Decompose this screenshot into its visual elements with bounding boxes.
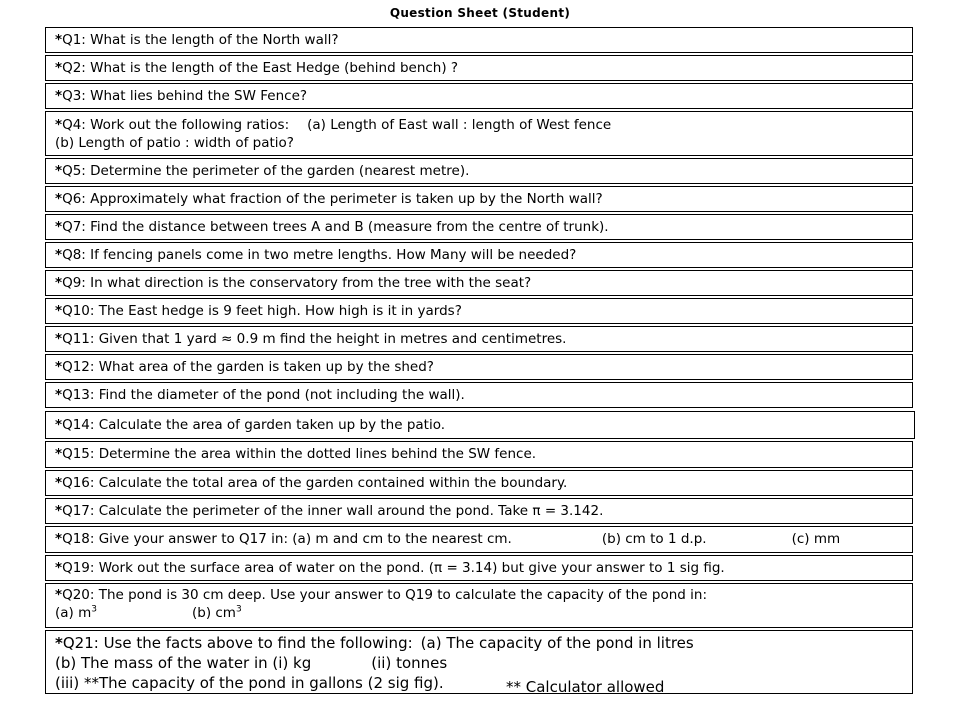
- question-19: [45, 555, 913, 581]
- question-9: [45, 270, 913, 296]
- question-10-text: Q10: The East hedge is 9 feet high. How high is it in yards?: [62, 302, 462, 319]
- question-9-text: Q9: In what direction is the conservatory from the tree with the seat?: [62, 274, 532, 291]
- question-8-text: Q8: If fencing panels come in two metre lengths. How Many will be needed?: [62, 246, 577, 263]
- question-4-text-c: (b) Length of patio : width of patio?: [55, 135, 294, 151]
- question-5-text: Q5: Determine the perimeter of the garden (nearest metre).: [62, 162, 470, 179]
- question-15-text: Q15: Determine the area within the dotted lines behind the SW fence.: [62, 446, 537, 462]
- star-marker: *: [55, 218, 63, 235]
- star-marker: *: [55, 59, 63, 76]
- star-marker: *: [55, 446, 63, 462]
- question-7: [45, 214, 913, 240]
- question-20-sup-b: 3: [91, 604, 97, 615]
- question-20: [45, 583, 913, 628]
- question-14-text: Q14: Calculate the area of garden taken up by the patio.: [62, 416, 446, 433]
- star-marker: *: [55, 358, 63, 375]
- star-marker: *: [55, 162, 63, 179]
- star-marker: *: [55, 559, 63, 576]
- question-6-text: Q6: Approximately what fraction of the perimeter is taken up by the North wall?: [62, 190, 603, 207]
- question-3-text: Q3: What lies behind the SW Fence?: [62, 87, 308, 104]
- question-20-text-c: (b) cm: [191, 605, 236, 621]
- question-2-text: Q2: What is the length of the East Hedge (behind bench) ?: [62, 59, 459, 76]
- calculator-note: ** Calculator allowed: [506, 678, 665, 694]
- question-18-text-a: Q18: Give your answer to Q17 in: (a) m and cm to the nearest cm.: [62, 531, 512, 547]
- star-marker: *: [55, 386, 63, 403]
- question-16-text: Q16: Calculate the total area of the garden contained within the boundary.: [62, 474, 568, 491]
- question-16: [45, 470, 913, 496]
- question-13: [45, 382, 913, 408]
- question-15: [45, 441, 913, 468]
- question-3: [45, 83, 913, 109]
- question-12-text: Q12: What area of the garden is taken up by the shed?: [62, 358, 434, 375]
- star-marker: *: [55, 474, 63, 491]
- question-20-sup-c: 3: [235, 604, 242, 615]
- star-marker: *: [55, 117, 63, 133]
- question-2: [45, 55, 913, 81]
- question-13-text: Q13: Find the diameter of the pond (not including the wall).: [62, 386, 465, 403]
- question-21: [45, 630, 913, 694]
- question-4-text-b: (a) Length of East wall : length of West fence: [307, 117, 612, 133]
- question-21-text-e: (iii) **The capacity of the pond in gallons (2 sig fig).: [55, 674, 444, 692]
- star-marker: *: [55, 587, 63, 603]
- question-21-text-b: (a) The capacity of the pond in litres: [420, 634, 694, 652]
- star-marker: *: [55, 302, 63, 319]
- question-18-text-c: (c) mm: [791, 531, 841, 547]
- question-21-text-a: Q21: Use the facts above to find the following:: [62, 634, 413, 652]
- star-marker: *: [55, 246, 63, 263]
- question-6: [45, 186, 913, 212]
- question-5: [45, 158, 913, 184]
- star-marker: *: [55, 190, 63, 207]
- star-marker: *: [55, 31, 63, 48]
- question-21-text-d: (ii) tonnes: [371, 654, 448, 672]
- star-marker: *: [55, 634, 63, 652]
- star-marker: *: [55, 416, 63, 433]
- question-18: [45, 526, 913, 553]
- star-marker: *: [55, 502, 63, 519]
- question-12: [45, 354, 913, 380]
- star-marker: *: [55, 274, 63, 291]
- star-marker: *: [55, 531, 63, 547]
- question-8: [45, 242, 913, 268]
- question-19-text: Q19: Work out the surface area of water on the pond. (π = 3.14) but give your answer to 1 sig fig.: [62, 559, 725, 576]
- question-14: [45, 411, 915, 439]
- star-marker: *: [55, 330, 63, 347]
- question-18-text-b: (b) cm to 1 d.p.: [601, 531, 707, 547]
- question-17: [45, 498, 913, 524]
- question-4: [45, 111, 913, 156]
- question-1-text: Q1: What is the length of the North wall?: [62, 31, 339, 48]
- star-marker: *: [55, 87, 63, 104]
- question-21-text-c: (b) The mass of the water in (i) kg: [55, 654, 312, 672]
- question-11-text: Q11: Given that 1 yard ≈ 0.9 m find the height in metres and centimetres.: [62, 330, 567, 347]
- question-10: [45, 298, 913, 324]
- sheet-title: Question Sheet (Student): [389, 6, 571, 20]
- question-17-text: Q17: Calculate the perimeter of the inner wall around the pond. Take π = 3.142.: [62, 502, 604, 519]
- question-20-text-b: (a) m: [55, 605, 92, 621]
- question-7-text: Q7: Find the distance between trees A and B (measure from the centre of trunk).: [62, 218, 609, 235]
- question-11: [45, 326, 913, 352]
- question-4-text-a: Q4: Work out the following ratios:: [62, 117, 290, 133]
- question-20-text-a: Q20: The pond is 30 cm deep. Use your answer to Q19 to calculate the capacity of the pond in:: [62, 587, 708, 603]
- question-1: [45, 27, 913, 53]
